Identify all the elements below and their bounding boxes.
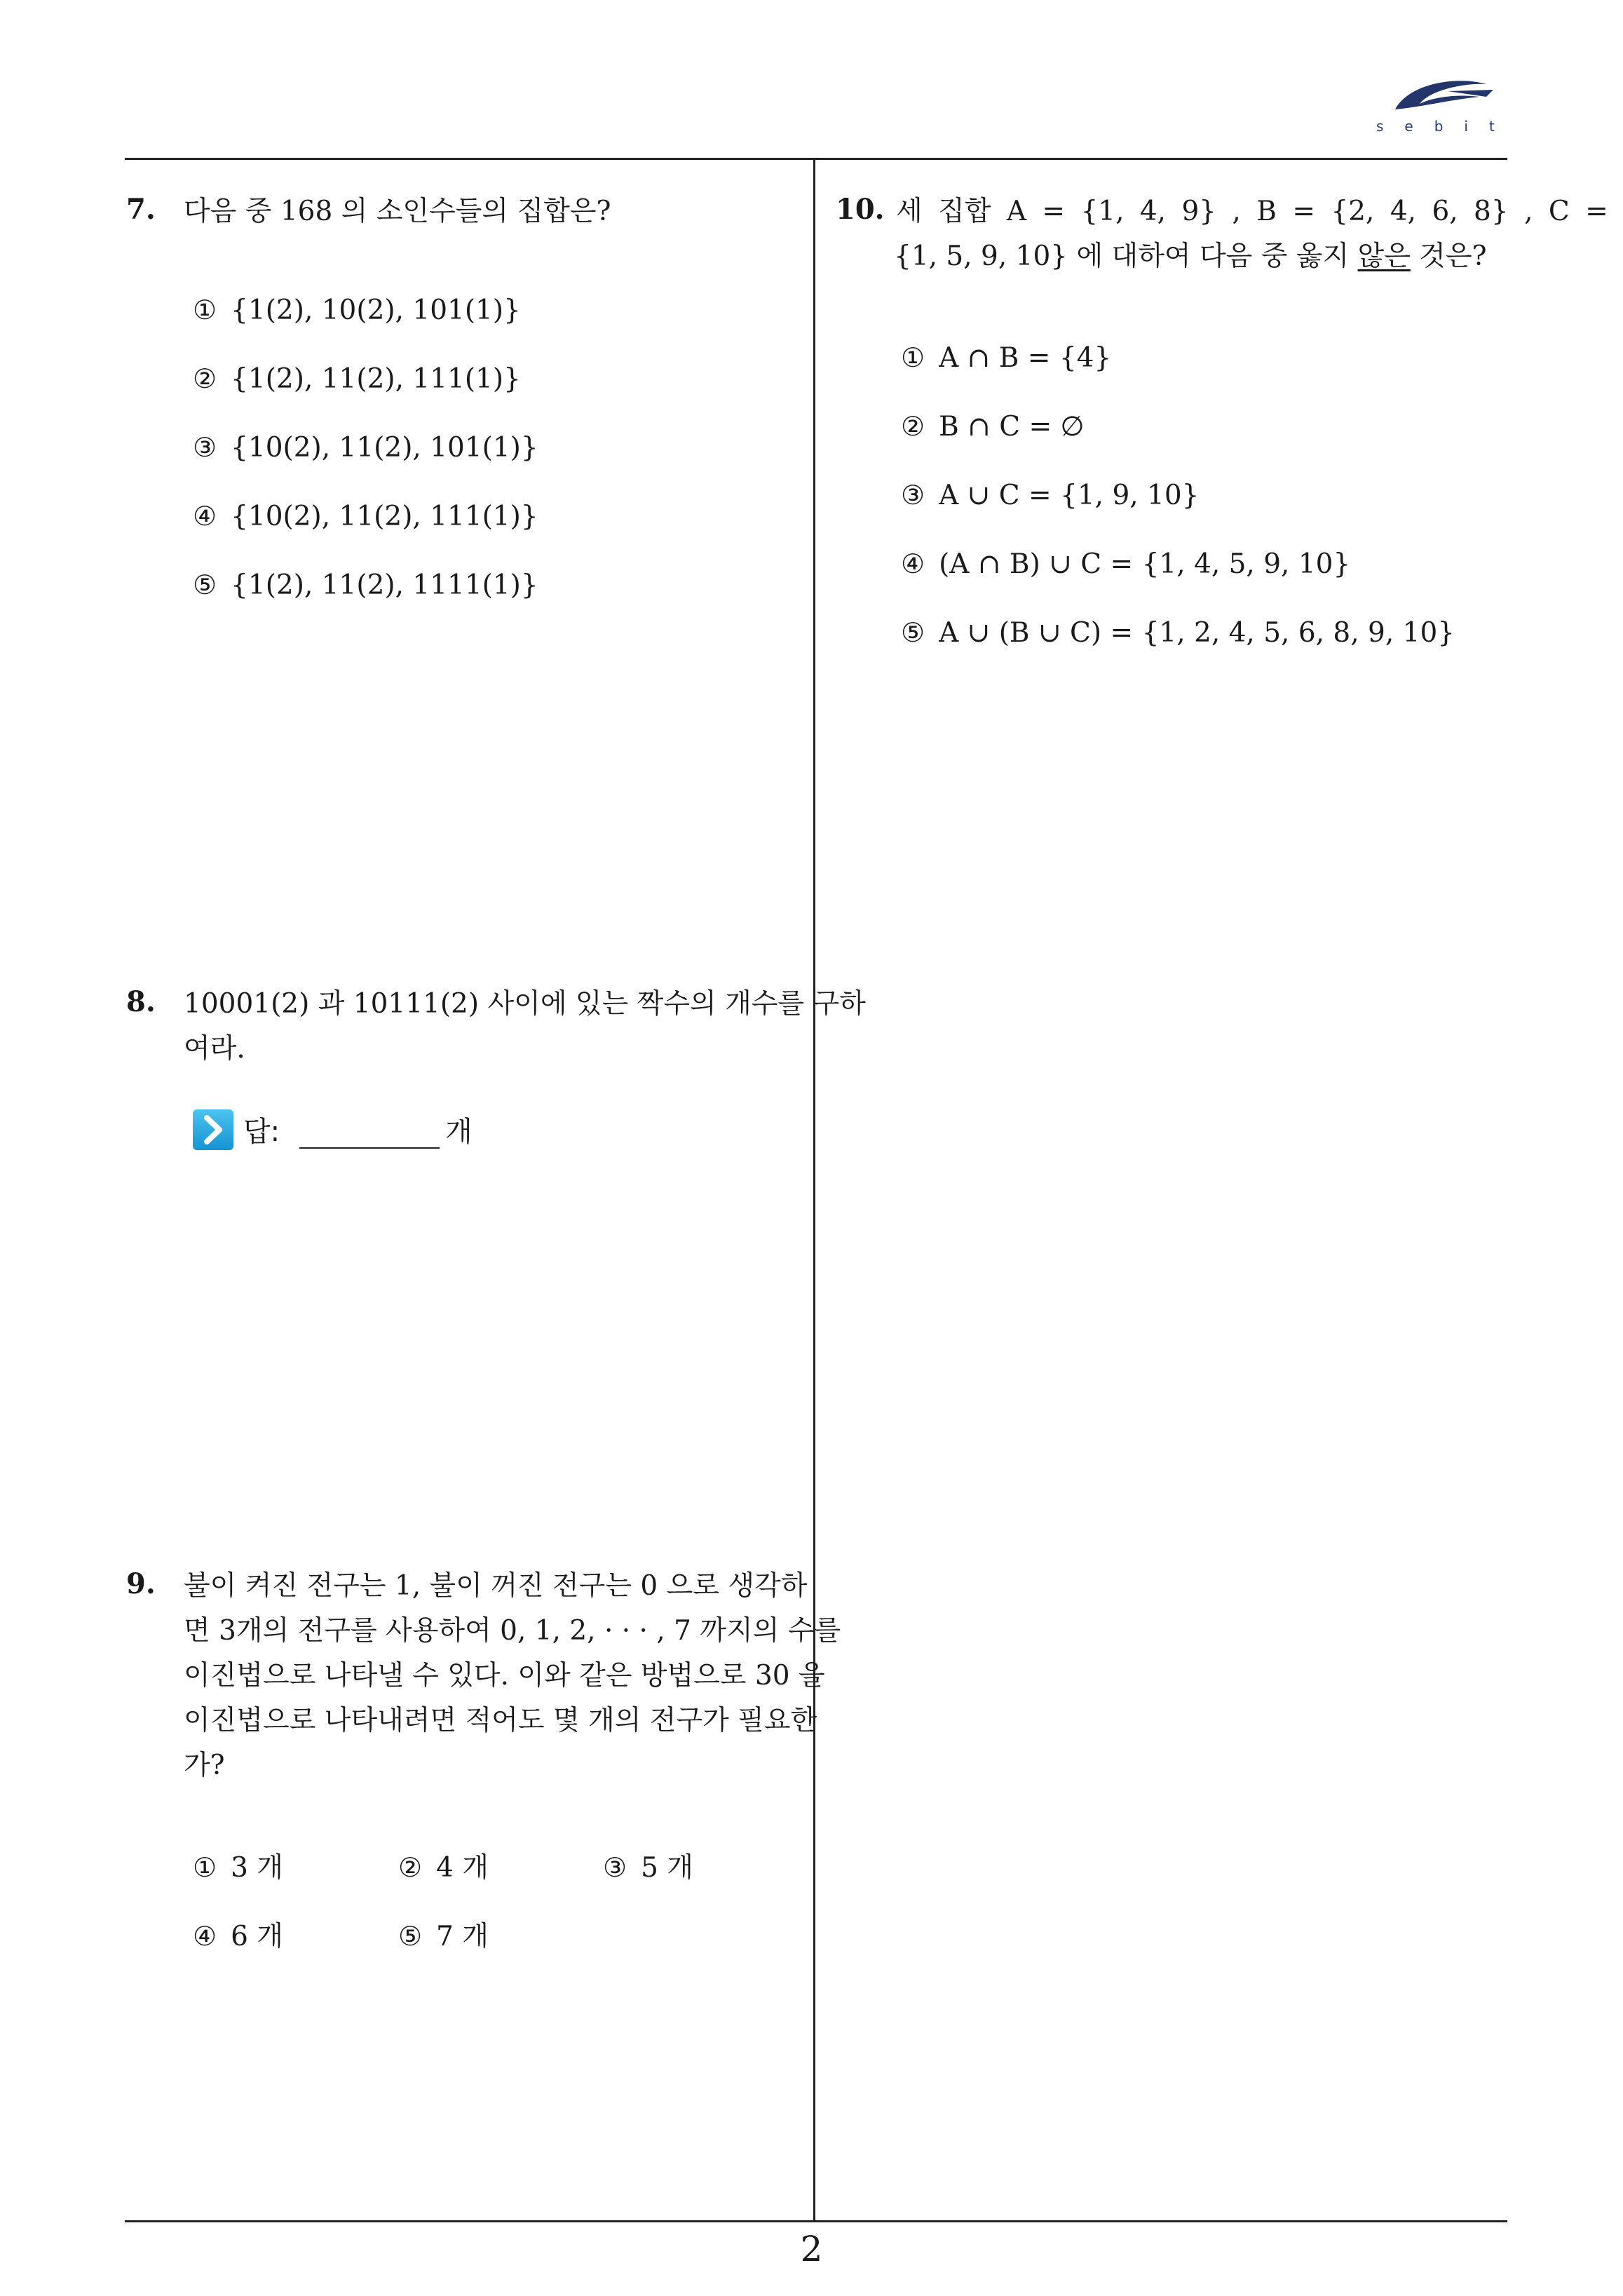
choice-marker: ①: [193, 1852, 217, 1883]
choice-text: {1(2), 11(2), 1111(1)}: [231, 569, 538, 601]
q9-line-3: 이진법으로 나타낼 수 있다. 이와 같은 방법으로 30 을: [184, 1660, 825, 1691]
choice-marker: ④: [901, 548, 925, 579]
choice-marker: ③: [193, 432, 217, 463]
choice-marker: ②: [398, 1852, 423, 1883]
choice-text: A ∩ B = {4}: [939, 342, 1112, 374]
q10-line-2: [894, 234, 1487, 279]
q9-choice-1[interactable]: [193, 1846, 283, 1885]
choice-text: {10(2), 11(2), 101(1)}: [231, 432, 538, 464]
choice-marker: ②: [901, 411, 925, 442]
choice-marker: ①: [193, 295, 217, 325]
choice-text: 4 개: [436, 1852, 489, 1884]
choice-text: {10(2), 11(2), 111(1)}: [231, 501, 538, 532]
answer-label: 답:: [243, 1116, 280, 1148]
choice-marker: ⑤: [398, 1921, 423, 1952]
q7-choice-4[interactable]: [193, 501, 538, 532]
choice-text: (A ∩ B) ∪ C = {1, 4, 5, 9, 10}: [939, 548, 1351, 580]
q9-choice-3[interactable]: [603, 1846, 693, 1885]
q9-line-1: 불이 켜진 전구는 1, 불이 꺼진 전구는 0 으로 생각하: [184, 1570, 808, 1602]
choice-marker: ③: [603, 1852, 627, 1883]
q10-choice-4[interactable]: [901, 548, 1350, 580]
logo-text: sebit: [1376, 118, 1516, 135]
q7-choice-1[interactable]: [193, 295, 521, 326]
q9-number: 9.: [126, 1567, 156, 1600]
page-number: 2: [800, 2229, 823, 2269]
q7-choice-2[interactable]: [193, 363, 521, 395]
q10-line-2-post: 것은?: [1410, 241, 1487, 272]
q9-choice-2[interactable]: [398, 1846, 489, 1885]
q7-choice-5[interactable]: [193, 569, 538, 601]
choice-marker: ④: [193, 501, 217, 532]
q7-number: 7.: [126, 193, 156, 226]
q10-emphasis: 않은: [1357, 241, 1411, 272]
footer-rule: [125, 2220, 1507, 2222]
arrow-right-icon: [193, 1109, 233, 1150]
q9-line-2: 면 3개의 전구를 사용하여 0, 1, 2, · · · , 7 까지의 수를: [184, 1615, 841, 1647]
q9-choice-4[interactable]: [193, 1915, 283, 1954]
q7-choice-3[interactable]: [193, 432, 538, 464]
answer-blank[interactable]: [299, 1147, 440, 1149]
choice-marker: ④: [193, 1921, 217, 1952]
q10-line-1: 세 집합 A = {1, 4, 9} , B = {2, 4, 6, 8} , C =: [896, 196, 1608, 227]
choice-text: 7 개: [436, 1921, 489, 1952]
q10-line-2-pre: {1, 5, 9, 10} 에 대하여 다음 중 옳지: [894, 241, 1358, 272]
q8-line-2: 여라.: [184, 1033, 245, 1065]
q8-line-1: 10001(2) 과 10111(2) 사이에 있는 짝수의 개수를 구하: [184, 988, 866, 1020]
choice-text: 3 개: [231, 1852, 283, 1884]
q10-choice-1[interactable]: [901, 342, 1111, 374]
choice-text: A ∪ C = {1, 9, 10}: [939, 480, 1200, 511]
choice-marker: ①: [901, 342, 925, 373]
column-divider: [813, 159, 815, 2221]
choice-text: {1(2), 11(2), 111(1)}: [231, 363, 521, 395]
answer-unit: 개: [445, 1116, 473, 1148]
q7-text: 다음 중 168 의 소인수들의 집합은?: [184, 196, 611, 227]
choice-text: A ∪ (B ∪ C) = {1, 2, 4, 5, 6, 8, 9, 10}: [939, 617, 1455, 649]
q9-line-4: 이진법으로 나타내려면 적어도 몇 개의 전구가 필요한: [184, 1705, 817, 1736]
q8-number: 8.: [126, 985, 156, 1018]
choice-marker: ③: [901, 480, 925, 511]
choice-marker: ⑤: [901, 617, 925, 648]
choice-marker: ②: [193, 363, 217, 394]
q9-line-5: 가?: [184, 1750, 225, 1781]
q10-choice-5[interactable]: [901, 617, 1455, 649]
q10-choice-2[interactable]: [901, 411, 1085, 443]
q10-choice-3[interactable]: [901, 480, 1200, 511]
q10-number: 10.: [836, 193, 885, 226]
header-rule: [125, 158, 1507, 160]
choice-text: B ∩ C = ∅: [939, 411, 1085, 443]
choice-marker: ⑤: [193, 569, 217, 600]
q9-choice-5[interactable]: [398, 1915, 489, 1954]
choice-text: {1(2), 10(2), 101(1)}: [231, 295, 521, 326]
choice-text: 5 개: [641, 1852, 693, 1884]
choice-text: 6 개: [231, 1921, 283, 1952]
